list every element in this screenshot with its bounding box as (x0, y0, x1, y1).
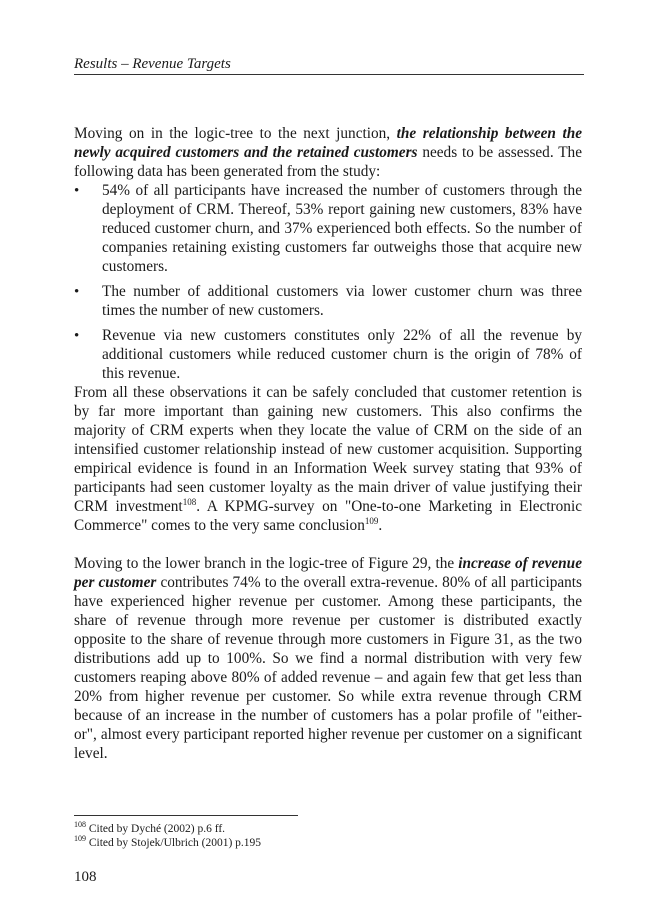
paragraph-rest: needs to be assessed. The following data has been generated from the study: (74, 144, 583, 180)
bullet-icon (74, 181, 94, 201)
paragraph-text: From all these observations it can be safely concluded that customer retention is by far more important than gaining new customers. This also confirms the majority of CRM experts when they locate the value of CRM on the side of an intensified customer relationship instead of new customer acquisition. Supporting empirical evidence is found in an Information Week survey stating that 93% of participants had seen customer loyalty as the main driver of value justifying their CRM investment (74, 384, 582, 515)
footnote-text: Cited by Stojek/Ulbrich (2001) p.195 (88, 837, 262, 849)
list-item-text: 54% of all participants have increased the number of customers through the deployment of CRM. Thereof, 53% report gaining new customers, 83% have reduced customer churn, and 37% experienced both effects. So the number of companies retaining existing customers far outweighs those that acquire new customers. (102, 182, 582, 275)
footnote-text: Cited by Dyché (2002) p.6 ff. (88, 823, 226, 835)
emphasis-text: increase of revenue per customer (74, 555, 582, 591)
paragraph-intro: Moving to the lower branch in the logic-tree of Figure 29, the (74, 555, 459, 572)
paragraph-revenue-per-customer (74, 554, 582, 763)
footnote-reference[interactable]: 108 (182, 497, 197, 507)
paragraph-relationship (74, 124, 582, 181)
list-item-text: The number of additional customers via lower customer churn was three times the number of new customers. (102, 283, 582, 319)
body-text (74, 124, 582, 763)
list-item (74, 326, 582, 383)
bullet-icon (74, 326, 94, 346)
list-item (74, 181, 582, 276)
list-item (74, 282, 582, 320)
paragraph-intro: Moving on in the logic-tree to the next junction, (74, 125, 397, 142)
footnote-divider (74, 815, 298, 816)
paragraph-conclusion (74, 383, 582, 535)
footnote-number: 108 (74, 820, 86, 829)
page-number: 108 (74, 869, 97, 885)
emphasis-text: the relationship between the newly acquired customers and the retained customers (74, 125, 582, 161)
footnote-number: 109 (74, 834, 86, 843)
bullet-icon (74, 282, 94, 302)
footnotes (74, 822, 574, 850)
paragraph-rest: contributes 74% to the overall extra-revenue. 80% of all participants have experienced higher revenue per customer. Among these participants, the share of revenue through more revenue per customer is distributed exactly opposite to the share of revenue through more customers in Figure 31, as the two distributions add up to 100%. So we find a normal distribution with very few customers reaping above 80% of added revenue – and again few that get less than 20% from higher revenue per customer. So while extra revenue through CRM because of an increase in the number of customers has a polar profile of "either-or", almost every participant reported higher revenue per customer on a significant level. (74, 574, 582, 762)
list-item-text: Revenue via new customers constitutes only 22% of all the revenue by additional customers while reduced customer churn is the origin of 78% of this revenue. (102, 327, 582, 382)
paragraph-text: . (378, 517, 383, 534)
paragraph-text: . A KPMG-survey on "One-to-one Marketing in Electronic Commerce" comes to the very same conclusion (74, 498, 582, 534)
footnote-reference[interactable]: 109 (364, 516, 379, 526)
running-header: Results – Revenue Targets (74, 55, 584, 75)
footnote (74, 822, 574, 836)
findings-list (74, 181, 582, 383)
footnote (74, 836, 574, 850)
